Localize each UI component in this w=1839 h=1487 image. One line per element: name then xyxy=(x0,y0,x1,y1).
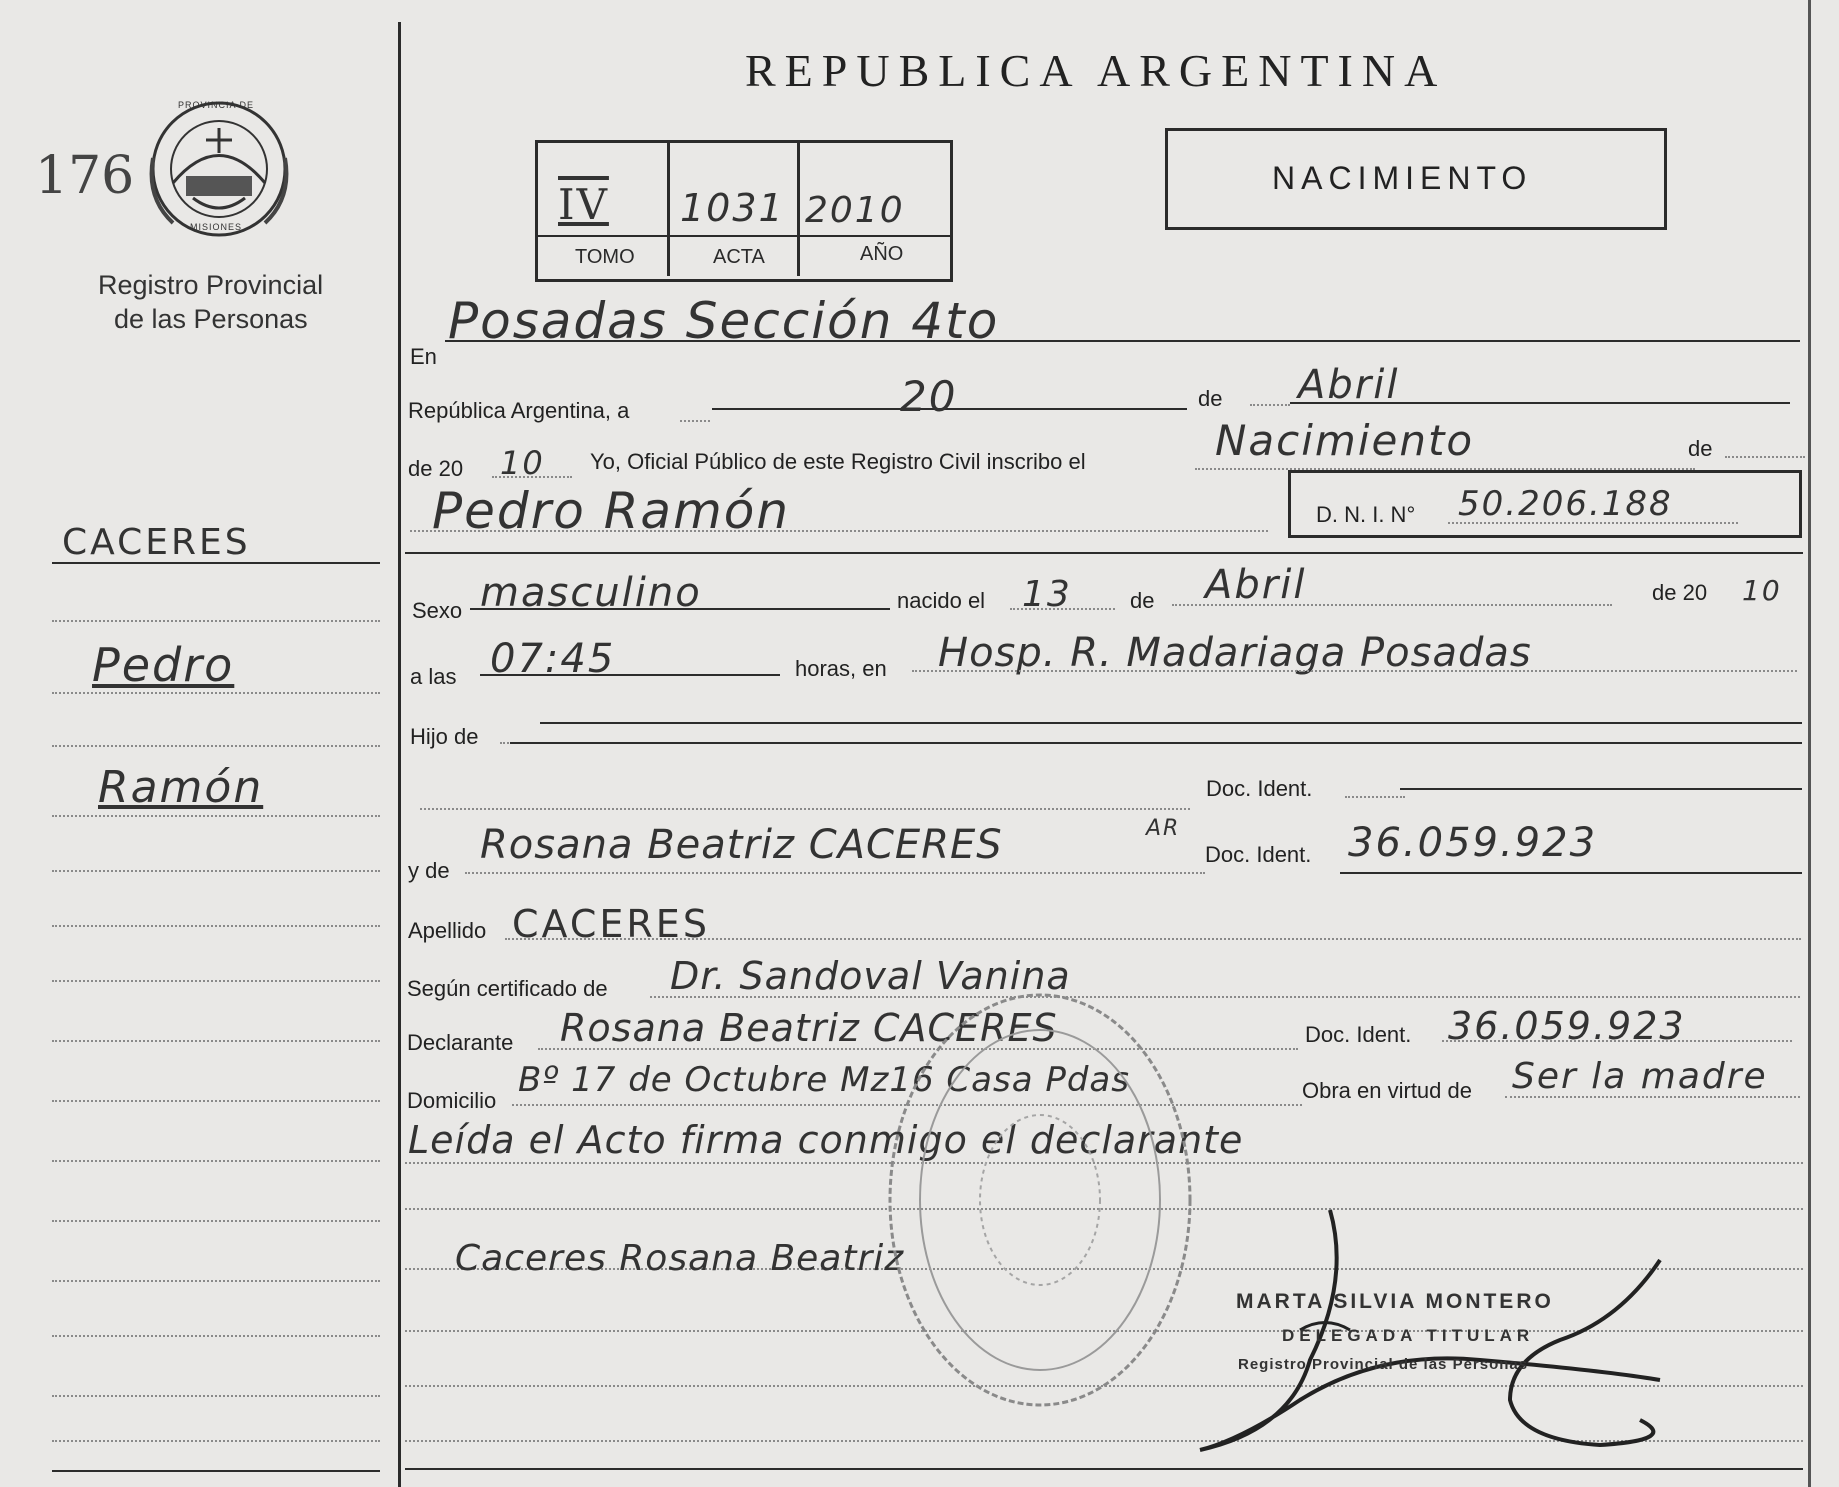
margin-name2: Ramón xyxy=(98,762,264,813)
field-line xyxy=(1442,1040,1792,1042)
field-line xyxy=(1400,788,1802,790)
field-line xyxy=(1010,608,1115,610)
alas-label: a las xyxy=(410,664,457,689)
year-value: 10 xyxy=(500,444,545,482)
name-value: Pedro Ramón xyxy=(432,482,791,540)
birth-year: 10 xyxy=(1742,574,1782,607)
margin-name1: Pedro xyxy=(92,638,235,692)
table-divider xyxy=(538,235,950,237)
year-prefix: de 20 xyxy=(408,456,464,481)
obra-label: Obra en virtud de xyxy=(1302,1078,1472,1103)
apellido-label: Apellido xyxy=(408,918,487,943)
record-type: NACIMIENTO xyxy=(1272,160,1533,196)
field-line xyxy=(1250,404,1290,406)
domicilio-value: Bº 17 de Octubre Mz16 Casa Pdas xyxy=(518,1060,1130,1100)
declarante-value: Rosana Beatriz CACERES xyxy=(560,1006,1058,1050)
page-number: 176 xyxy=(35,146,135,206)
field-line xyxy=(470,608,890,610)
sexo-value: masculino xyxy=(480,570,702,616)
anio-value: 2010 xyxy=(805,190,905,231)
birth-month: Abril xyxy=(1205,562,1307,608)
declarante-label: Declarante xyxy=(407,1030,514,1055)
margin-line xyxy=(52,815,380,817)
official-stamp-title: DELEGADA TITULAR xyxy=(1282,1326,1535,1345)
segun-label: Según certificado de xyxy=(407,976,608,1001)
doc-ident-label2: Doc. Ident. xyxy=(1205,842,1312,867)
country-title: REPUBLICA ARGENTINA xyxy=(745,45,1447,96)
de3-label: de xyxy=(1130,588,1155,613)
margin-line xyxy=(52,925,380,927)
apellido-value: CACERES xyxy=(512,902,710,946)
acta-label: ACTA xyxy=(713,246,765,268)
dni-label: D. N. I. N° xyxy=(1316,502,1416,527)
sexo-label: Sexo xyxy=(412,598,463,623)
declarante-doc: 36.059.923 xyxy=(1448,1004,1686,1048)
de2-label: de xyxy=(1688,436,1713,461)
registry-line1: Registro Provincial xyxy=(98,270,324,300)
republica-label: República Argentina, a xyxy=(408,398,630,423)
margin-line xyxy=(52,620,380,622)
madre-nacionalidad: AR xyxy=(1146,816,1181,841)
field-line xyxy=(1340,872,1802,874)
margin-line xyxy=(52,745,380,747)
event-value: Nacimiento xyxy=(1215,416,1475,465)
field-line xyxy=(465,872,1205,874)
margin-line xyxy=(52,980,380,982)
tomo-value: IV xyxy=(558,180,609,229)
margin-line xyxy=(52,1470,380,1472)
en-label: En xyxy=(410,344,437,369)
horas-label: horas, en xyxy=(795,656,887,681)
margin-line xyxy=(52,1335,380,1337)
margin-line xyxy=(52,1220,380,1222)
place-value: Posadas Sección 4to xyxy=(448,292,1000,350)
dni-value: 50.206.188 xyxy=(1458,484,1673,524)
hijo-label: Hijo de xyxy=(410,724,479,749)
seal-top-text: PROVINCIA DE xyxy=(178,100,255,110)
lugar-value: Hosp. R. Madariaga Posadas xyxy=(938,630,1532,676)
margin-line xyxy=(52,870,380,872)
margin-line xyxy=(52,692,380,694)
seal-bottom-text: MISIONES xyxy=(190,222,243,232)
field-line xyxy=(1345,796,1405,798)
registry-line2: de las Personas xyxy=(114,304,308,334)
field-line xyxy=(410,530,1268,532)
leida-value: Leída el Acto firma conmigo el declarante xyxy=(408,1118,1244,1162)
segun-value: Dr. Sandoval Vanina xyxy=(670,954,1071,998)
de-label: de xyxy=(1198,386,1223,411)
margin-line xyxy=(52,1280,380,1282)
field-line xyxy=(420,808,1190,810)
column-divider xyxy=(398,22,401,1487)
field-line xyxy=(912,670,1797,672)
field-line xyxy=(650,996,1800,998)
yde-label: y de xyxy=(408,858,450,883)
official-stamp-office: Registro Provincial de las Personas xyxy=(1238,1356,1529,1373)
hora-value: 07:45 xyxy=(490,636,616,682)
nacido-label: nacido el xyxy=(897,588,986,613)
field-line xyxy=(540,722,1802,724)
table-divider xyxy=(797,143,800,276)
madre-doc: 36.059.923 xyxy=(1348,820,1598,866)
field-line xyxy=(445,340,1800,342)
official-stamp-name: MARTA SILVIA MONTERO xyxy=(1236,1290,1554,1313)
margin-line xyxy=(52,1160,380,1162)
field-line xyxy=(1505,1096,1800,1098)
madre-value: Rosana Beatriz CACERES xyxy=(480,822,1003,868)
anio-label: AÑO xyxy=(860,243,904,265)
field-line xyxy=(1725,456,1805,458)
birth-day: 13 xyxy=(1022,574,1072,615)
day-value: 20 xyxy=(900,372,958,421)
margin-line xyxy=(52,1100,380,1102)
field-line xyxy=(505,938,1801,940)
month-value: Abril xyxy=(1298,362,1400,408)
de-year-label: de 20 xyxy=(1652,580,1708,605)
field-line xyxy=(492,476,572,478)
acta-value: 1031 xyxy=(680,186,785,230)
field-line xyxy=(480,674,780,676)
field-line xyxy=(680,420,710,422)
margin-line xyxy=(52,1440,380,1442)
domicilio-label: Domicilio xyxy=(407,1088,497,1113)
margin-surname: CACERES xyxy=(62,522,251,563)
tomo-label: TOMO xyxy=(575,246,635,268)
field-line xyxy=(1172,604,1612,606)
doc-ident-label3: Doc. Ident. xyxy=(1305,1022,1412,1047)
province-seal-icon xyxy=(148,98,290,240)
field-line xyxy=(510,742,1802,744)
margin-line xyxy=(52,1040,380,1042)
declarant-signature: Caceres Rosana Beatriz xyxy=(455,1238,905,1279)
doc-ident-label: Doc. Ident. xyxy=(1206,776,1313,801)
right-border xyxy=(1808,0,1811,1487)
registry-round-seal xyxy=(880,980,1200,1420)
table-divider xyxy=(667,143,670,276)
margin-line xyxy=(52,1395,380,1397)
section-line xyxy=(405,552,1803,554)
obra-value: Ser la madre xyxy=(1512,1056,1768,1097)
oficial-text: Yo, Oficial Público de este Registro Civil inscribo el xyxy=(590,449,1086,474)
